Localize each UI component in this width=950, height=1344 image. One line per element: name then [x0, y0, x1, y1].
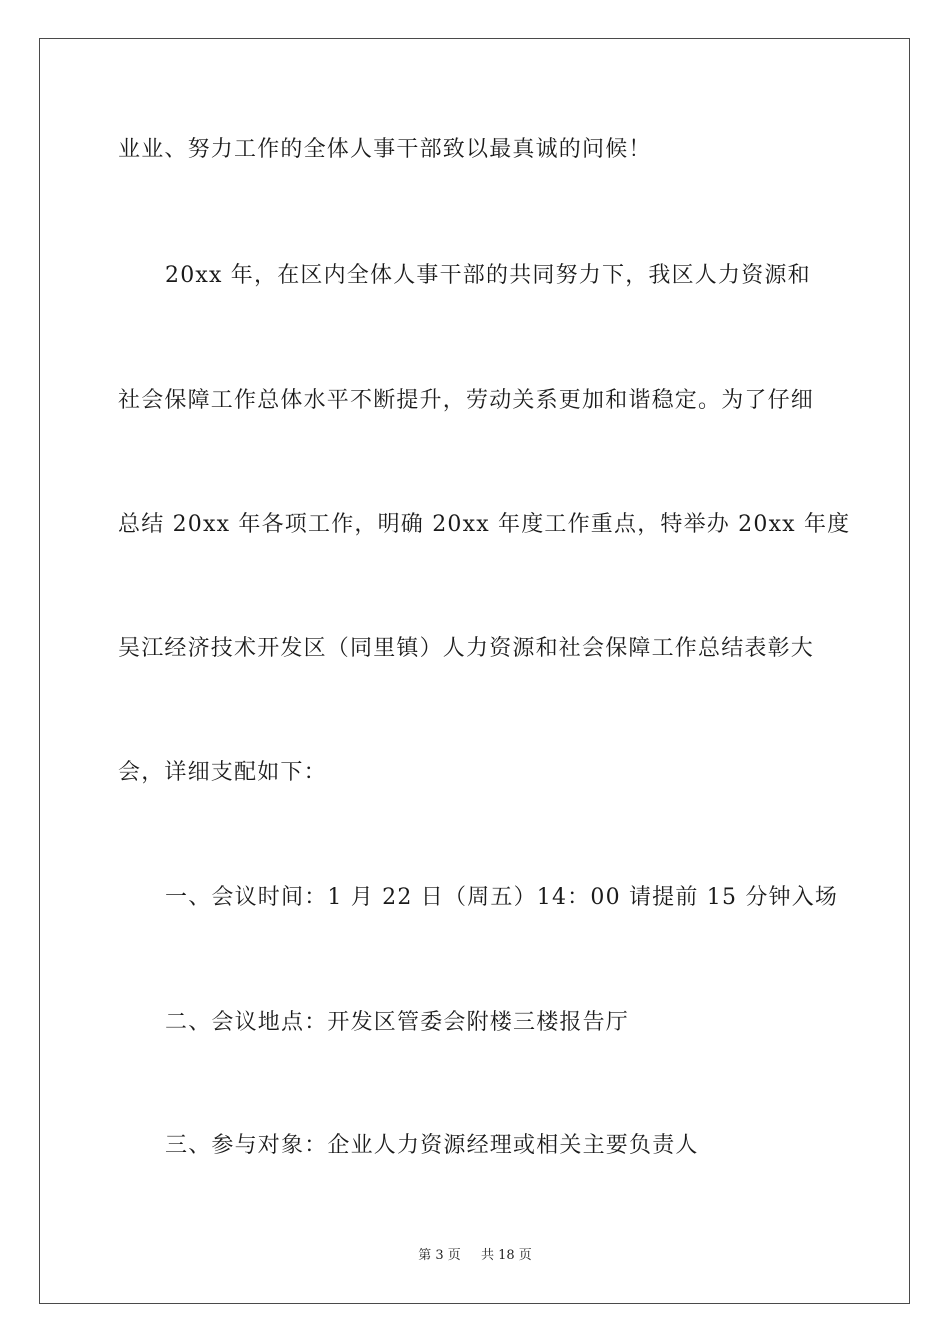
- page-number-current: 第 3 页: [418, 1248, 461, 1263]
- text-line-5: 吴江经济技术开发区（同里镇）人力资源和社会保障工作总结表彰大: [118, 636, 815, 661]
- page-number-total: 共 18 页: [480, 1248, 532, 1263]
- page-footer: [0, 1247, 950, 1265]
- text-line-3: 社会保障工作总体水平不断提升，劳动关系更加和谐稳定。为了仔细: [118, 388, 815, 413]
- text-line-6: 会，详细支配如下：: [118, 760, 327, 785]
- text-line-2: 20xx 年，在区内全体人事干部的共同努力下，我区人力资源和: [165, 263, 811, 288]
- page-border: [39, 38, 910, 1304]
- text-line-4: 总结 20xx 年各项工作，明确 20xx 年度工作重点，特举办 20xx 年度: [118, 512, 851, 537]
- text-line-9: 三、参与对象：企业人力资源经理或相关主要负责人: [165, 1133, 699, 1158]
- text-line-7: 一、会议时间：1 月 22 日（周五）14：00 请提前 15 分钟入场: [165, 885, 839, 910]
- text-line-1: 业业、努力工作的全体人事干部致以最真诚的问候！: [118, 137, 652, 162]
- text-line-8: 二、会议地点：开发区管委会附楼三楼报告厅: [165, 1010, 630, 1035]
